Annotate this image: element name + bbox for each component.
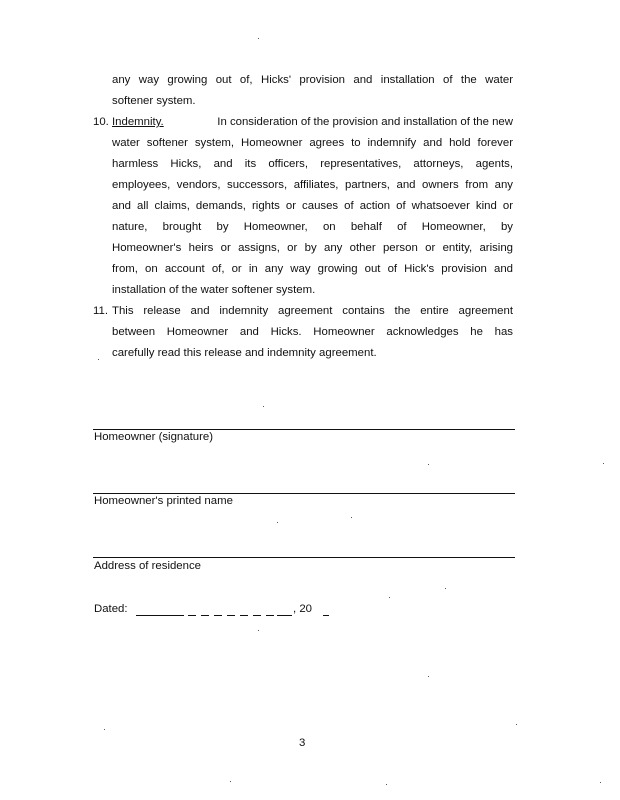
signature-label: Homeowner (signature) xyxy=(94,431,214,443)
body-line: Homeowner's heirs or assigns, or by any other person or entity, arising xyxy=(112,242,513,254)
dated-label: Dated: xyxy=(94,603,128,615)
date-blank-dash xyxy=(188,615,196,616)
date-month-blank[interactable] xyxy=(136,615,184,616)
scan-speck xyxy=(386,784,387,785)
scan-speck xyxy=(277,522,278,523)
printed-name-line[interactable] xyxy=(93,493,515,494)
list-number: 10. xyxy=(93,116,109,128)
address-label: Address of residence xyxy=(94,560,202,572)
body-line: between Homeowner and Hicks. Homeowner acknowledges he has xyxy=(112,326,513,338)
scan-speck xyxy=(258,38,259,39)
body-line: carefully read this release and indemnity agreement. xyxy=(112,347,377,359)
date-blank-dash xyxy=(266,615,274,616)
section-heading: Indemnity. xyxy=(112,116,164,128)
list-item-first-line xyxy=(112,115,513,129)
signature-line[interactable] xyxy=(93,429,515,430)
printed-name-label: Homeowner's printed name xyxy=(94,495,233,507)
scan-speck xyxy=(389,597,390,598)
body-line: softener system. xyxy=(112,95,196,107)
body-line: employees, vendors, successors, affiliates, partners, and owners from any xyxy=(112,179,513,191)
body-line: harmless Hicks, and its officers, representatives, attorneys, agents, xyxy=(112,158,513,170)
scan-speck xyxy=(516,724,517,725)
scan-speck xyxy=(351,517,352,518)
page-number: 3 xyxy=(299,737,306,749)
body-line: This release and indemnity agreement contains the entire agreement xyxy=(112,305,513,317)
scan-speck xyxy=(230,781,231,782)
year-prefix: , 20 xyxy=(293,603,312,615)
scan-speck xyxy=(98,359,99,360)
list-number: 11. xyxy=(93,305,108,317)
body-line: from, on account of, or in any way growing out of Hick's provision and xyxy=(112,263,513,275)
scan-speck xyxy=(258,630,259,631)
scan-speck xyxy=(263,406,264,407)
body-text: In consideration of the provision and installation of the new xyxy=(217,116,513,128)
address-line[interactable] xyxy=(93,557,515,558)
scan-speck xyxy=(428,676,429,677)
date-blank-dash xyxy=(240,615,248,616)
date-year-blank[interactable] xyxy=(323,615,329,616)
scan-speck xyxy=(104,729,105,730)
date-day-blank[interactable] xyxy=(277,615,292,616)
scan-speck xyxy=(445,588,446,589)
body-line: installation of the water softener system. xyxy=(112,284,316,296)
body-line: water softener system, Homeowner agrees to indemnify and hold forever xyxy=(112,137,513,149)
date-blank-dash xyxy=(227,615,235,616)
date-blank-dash xyxy=(253,615,261,616)
scan-speck xyxy=(603,463,604,464)
date-blank-dash xyxy=(214,615,222,616)
body-line: and all claims, demands, rights or causes of action of whatsoever kind or xyxy=(112,200,513,212)
body-line: nature, brought by Homeowner, on behalf of Homeowner, by xyxy=(112,221,513,233)
scan-speck xyxy=(428,464,429,465)
date-blank-dash xyxy=(201,615,209,616)
body-line: any way growing out of, Hicks' provision and installation of the water xyxy=(112,74,513,86)
scan-speck xyxy=(600,782,601,783)
